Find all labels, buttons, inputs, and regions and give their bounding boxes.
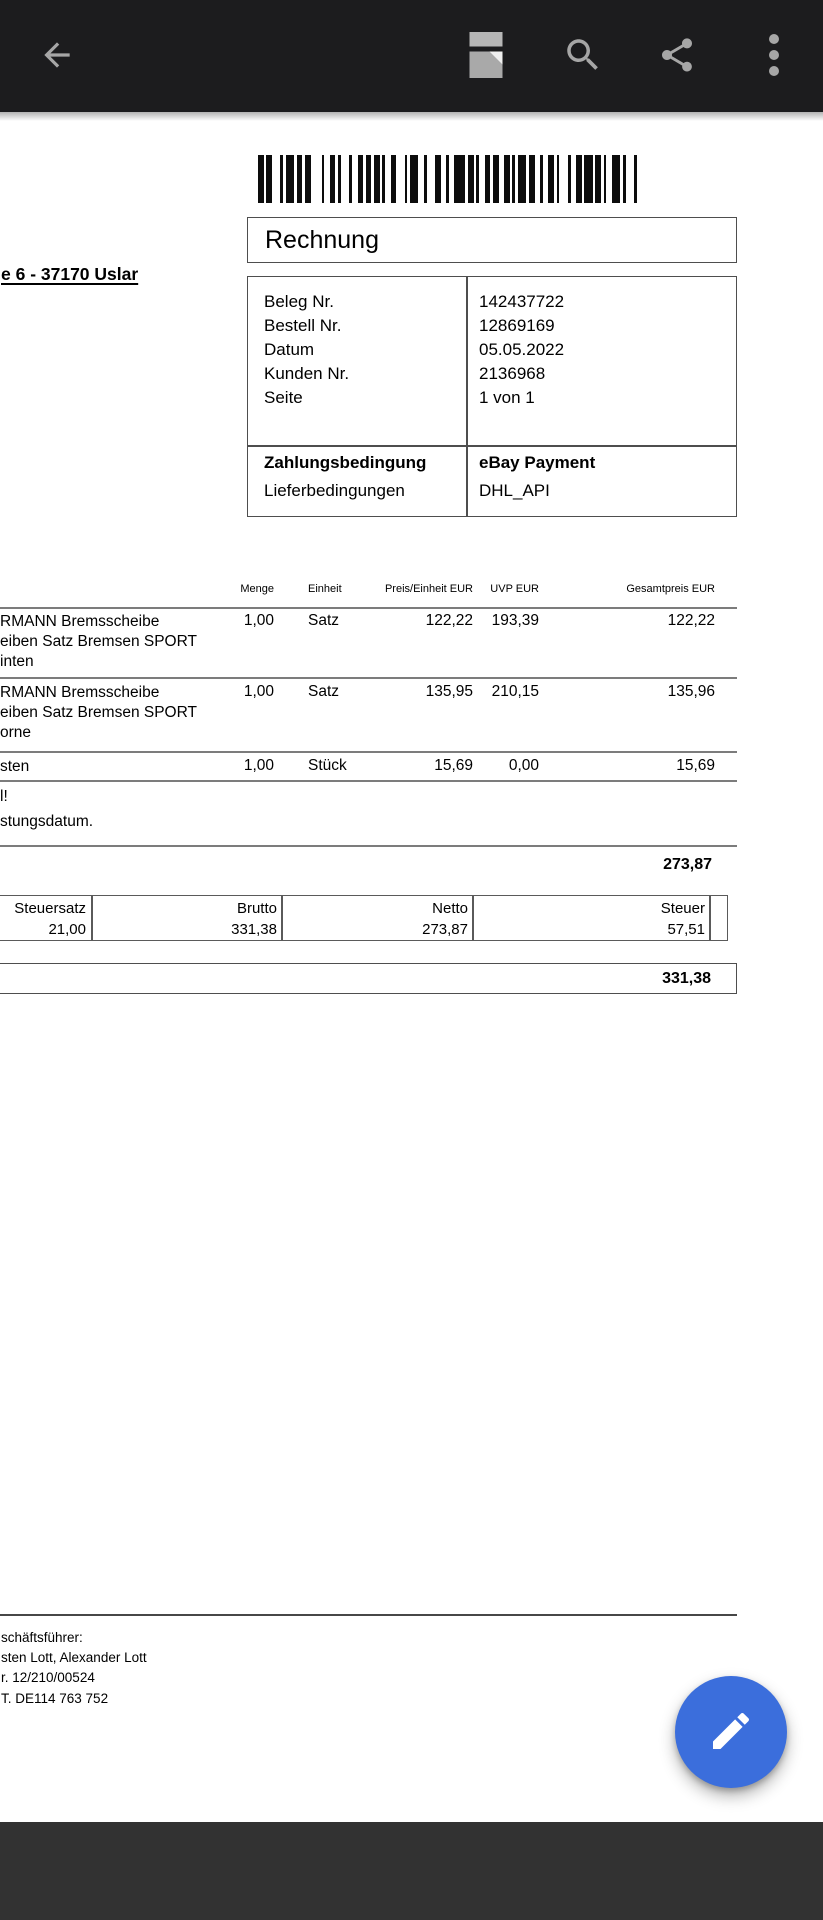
tax-value: 273,87 xyxy=(422,921,468,938)
item-description: RMANN Bremsscheibe eiben Satz Bremsen SPORT inten xyxy=(0,613,197,670)
footer-line: sten Lott, Alexander Lott xyxy=(1,1650,147,1665)
bottom-nav-bar xyxy=(0,1822,823,1920)
tax-table xyxy=(0,895,728,941)
note-line: stungsdatum. xyxy=(0,813,94,830)
tax-value: 21,00 xyxy=(48,921,86,938)
col-header-uvp: UVP EUR xyxy=(490,583,539,595)
item-einheit: Satz xyxy=(308,612,340,629)
item-uvp: 193,39 xyxy=(491,612,539,629)
rule xyxy=(0,780,737,782)
invoice-title-box xyxy=(247,217,737,263)
tax-header: Brutto xyxy=(236,900,277,917)
item-menge: 1,00 xyxy=(243,757,274,774)
footer-line: r. 12/210/00524 xyxy=(1,1670,95,1685)
back-button[interactable] xyxy=(26,24,88,86)
invoice-title: Rechnung xyxy=(265,225,379,254)
tax-header: Netto xyxy=(432,900,468,917)
tax-value: 331,38 xyxy=(231,921,277,938)
tax-table-divider xyxy=(709,896,711,940)
toolbar-shadow xyxy=(0,112,823,121)
total-box xyxy=(0,963,737,994)
edit-pencil-icon xyxy=(707,1707,755,1758)
col-header-preis: Preis/Einheit EUR xyxy=(384,583,473,595)
col-header-menge: Menge xyxy=(240,583,274,595)
footer-line: T. DE114 763 752 xyxy=(1,1691,109,1706)
subtotal-amount: 273,87 xyxy=(663,856,712,873)
overflow-menu-button[interactable] xyxy=(743,24,805,86)
share-icon xyxy=(657,35,697,75)
edit-fab[interactable] xyxy=(675,1676,787,1788)
tax-header: Steuer xyxy=(660,900,705,917)
page-thumbnail-icon xyxy=(469,32,503,78)
tax-value: 57,51 xyxy=(667,921,705,938)
item-description: sten xyxy=(0,758,30,775)
item-preis: 15,69 xyxy=(434,757,473,774)
rule xyxy=(0,845,737,847)
col-header-gesamt: Gesamtpreis EUR xyxy=(626,583,715,595)
footer-rule xyxy=(0,1614,737,1616)
info-table-divider-horizontal xyxy=(248,445,736,447)
rule xyxy=(0,677,737,679)
item-gesamt: 135,96 xyxy=(667,683,715,700)
item-uvp: 210,15 xyxy=(491,683,539,700)
search-button[interactable] xyxy=(552,24,614,86)
barcode xyxy=(258,155,637,203)
note-line: l! xyxy=(0,788,8,805)
top-toolbar xyxy=(0,0,823,112)
info-table-divider-vertical xyxy=(466,277,468,516)
item-preis: 122,22 xyxy=(425,612,473,629)
col-header-einheit: Einheit xyxy=(308,583,342,595)
page-view-button[interactable] xyxy=(455,24,517,86)
sender-address-line: e 6 - 37170 Uslar xyxy=(1,264,139,284)
item-gesamt: 15,69 xyxy=(676,757,715,774)
item-einheit: Satz xyxy=(308,683,340,700)
invoice-info-table: Beleg Nr. 142437722 Bestell Nr. 12869169 Datum 05.05.2022 Kunden Nr. 2136968 Seite 1 von 1 Zahlungsbedingung eBay Payment Lieferbedingungen DHL_API xyxy=(247,276,737,517)
item-preis: 135,95 xyxy=(425,683,473,700)
item-gesamt: 122,22 xyxy=(667,612,715,629)
rule xyxy=(0,607,737,609)
item-description: RMANN Bremsscheibe eiben Satz Bremsen SPORT orne xyxy=(0,684,197,741)
item-uvp: 0,00 xyxy=(508,757,539,774)
item-menge: 1,00 xyxy=(243,612,274,629)
overflow-menu-icon xyxy=(768,33,780,77)
rule xyxy=(0,751,737,753)
back-arrow-icon xyxy=(38,36,76,74)
item-einheit: Stück xyxy=(308,757,347,774)
search-icon xyxy=(562,34,604,76)
share-button[interactable] xyxy=(646,24,708,86)
footer-line: schäftsführer: xyxy=(1,1630,83,1645)
item-menge: 1,00 xyxy=(243,683,274,700)
tax-header: Steuersatz xyxy=(14,900,86,917)
total-amount: 331,38 xyxy=(662,969,711,987)
